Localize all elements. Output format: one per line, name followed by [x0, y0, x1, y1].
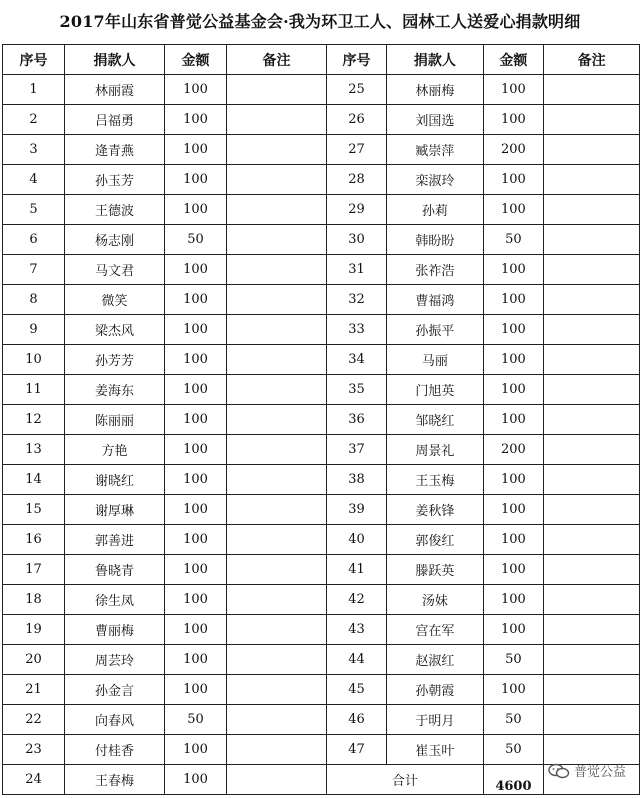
table-row: [327, 705, 640, 735]
row-note: [544, 375, 640, 405]
donation-amount: 100: [483, 495, 544, 525]
donor-name: 孙金言: [65, 675, 165, 705]
donation-amount: 100: [165, 285, 227, 315]
row-number: 3: [3, 135, 65, 165]
row-number: 10: [3, 345, 65, 375]
row-number: 43: [327, 615, 387, 645]
donation-amount: 100: [165, 495, 227, 525]
row-number: 5: [3, 195, 65, 225]
donation-table-right: [326, 44, 640, 795]
table-row: [3, 375, 327, 405]
donor-name: 谢厚琳: [65, 495, 165, 525]
row-number: 31: [327, 255, 387, 285]
row-note: [544, 465, 640, 495]
table-row: [3, 225, 327, 255]
row-number: 1: [3, 75, 65, 105]
donor-name: 向春风: [65, 705, 165, 735]
row-number: 42: [327, 585, 387, 615]
row-note: [227, 525, 327, 555]
table-header-row: [327, 45, 640, 75]
row-note: [227, 225, 327, 255]
donation-amount: 100: [483, 315, 544, 345]
table-row: [3, 765, 327, 795]
row-note: [544, 405, 640, 435]
row-number: 9: [3, 315, 65, 345]
table-row: [3, 585, 327, 615]
table-row: [3, 405, 327, 435]
row-number: 20: [3, 645, 65, 675]
row-note: [544, 255, 640, 285]
donation-amount: 100: [483, 405, 544, 435]
row-number: 11: [3, 375, 65, 405]
donation-amount: 100: [165, 465, 227, 495]
header-no: 序号: [3, 45, 65, 75]
table-row: [327, 165, 640, 195]
header-amount: 金额: [483, 45, 544, 75]
header-no: 序号: [327, 45, 387, 75]
row-note: [227, 705, 327, 735]
row-number: 34: [327, 345, 387, 375]
table-row: [327, 255, 640, 285]
donor-name: 王玉梅: [387, 465, 484, 495]
donor-name: 赵淑红: [387, 645, 484, 675]
table-row: [327, 585, 640, 615]
table-row: [3, 105, 327, 135]
row-number: 36: [327, 405, 387, 435]
donation-amount: 100: [165, 255, 227, 285]
donation-amount: 100: [165, 75, 227, 105]
row-number: 35: [327, 375, 387, 405]
wechat-icon: [548, 763, 570, 779]
table-row: [327, 225, 640, 255]
donor-name: 孙朝霞: [387, 675, 484, 705]
donor-name: 刘国选: [387, 105, 484, 135]
row-note: [227, 75, 327, 105]
donor-name: 梁杰风: [65, 315, 165, 345]
row-number: 6: [3, 225, 65, 255]
donor-name: 郭俊红: [387, 525, 484, 555]
table-row: [327, 735, 640, 765]
row-note: [544, 345, 640, 375]
table-row: [327, 375, 640, 405]
table-row: [3, 735, 327, 765]
row-number: 47: [327, 735, 387, 765]
donor-name: 马丽: [387, 345, 484, 375]
table-row: [327, 135, 640, 165]
donor-name: 孙芳芳: [65, 345, 165, 375]
row-note: [544, 735, 640, 765]
donation-amount: 100: [165, 525, 227, 555]
row-number: 8: [3, 285, 65, 315]
donor-name: 张祚浩: [387, 255, 484, 285]
row-note: [544, 555, 640, 585]
donor-name: 郭善进: [65, 525, 165, 555]
donor-name: 周芸玲: [65, 645, 165, 675]
donor-name: 林丽梅: [387, 75, 484, 105]
donor-name: 姜秋锋: [387, 495, 484, 525]
donor-name: 杨志刚: [65, 225, 165, 255]
table-row: [327, 345, 640, 375]
donation-amount: 50: [483, 225, 544, 255]
row-number: 40: [327, 525, 387, 555]
row-note: [544, 165, 640, 195]
row-note: [227, 375, 327, 405]
header-amount: 金额: [165, 45, 227, 75]
row-number: 14: [3, 465, 65, 495]
row-note: [544, 675, 640, 705]
row-note: [227, 765, 327, 795]
row-note: [544, 135, 640, 165]
table-row: [3, 705, 327, 735]
row-note: [544, 195, 640, 225]
donation-amount: 100: [165, 645, 227, 675]
donation-amount: 100: [483, 675, 544, 705]
watermark: [548, 761, 626, 780]
donation-amount: 100: [165, 615, 227, 645]
row-number: 18: [3, 585, 65, 615]
donation-amount: 100: [165, 405, 227, 435]
row-note: [544, 435, 640, 465]
donor-name: 韩盼盼: [387, 225, 484, 255]
row-number: 44: [327, 645, 387, 675]
row-number: 38: [327, 465, 387, 495]
table-row: [3, 525, 327, 555]
donation-amount: 100: [483, 555, 544, 585]
donation-amount: 100: [483, 255, 544, 285]
donor-name: 曹福鸿: [387, 285, 484, 315]
table-row: [327, 675, 640, 705]
row-note: [227, 435, 327, 465]
row-note: [544, 105, 640, 135]
header-note: 备注: [544, 45, 640, 75]
row-number: 2: [3, 105, 65, 135]
table-row: [327, 525, 640, 555]
table-row: [3, 135, 327, 165]
row-note: [227, 555, 327, 585]
donation-amount: 100: [165, 675, 227, 705]
donor-name: 方艳: [65, 435, 165, 465]
donation-amount: 100: [483, 165, 544, 195]
row-note: [544, 645, 640, 675]
row-number: 13: [3, 435, 65, 465]
row-note: [227, 285, 327, 315]
donation-amount: 100: [165, 165, 227, 195]
table-row: [3, 345, 327, 375]
table-row: [3, 315, 327, 345]
table-row: [3, 555, 327, 585]
donation-amount: 100: [165, 375, 227, 405]
donor-name: 王春梅: [65, 765, 165, 795]
row-note: [227, 135, 327, 165]
donation-amount: 100: [483, 195, 544, 225]
row-number: 12: [3, 405, 65, 435]
row-number: 4: [3, 165, 65, 195]
row-note: [227, 195, 327, 225]
donation-amount: 200: [483, 435, 544, 465]
donor-name: 门旭英: [387, 375, 484, 405]
table-row: [3, 255, 327, 285]
row-note: [544, 495, 640, 525]
donation-amount: 50: [483, 705, 544, 735]
table-row: [327, 405, 640, 435]
row-number: 29: [327, 195, 387, 225]
row-number: 30: [327, 225, 387, 255]
document-title: 2017年山东省普觉公益基金会·我为环卫工人、园林工人送爱心捐款明细: [59, 12, 581, 31]
donor-name: 孙莉: [387, 195, 484, 225]
table-row: [327, 285, 640, 315]
table-header-row: [3, 45, 327, 75]
donation-amount: 50: [165, 705, 227, 735]
table-row: [3, 465, 327, 495]
table-row: [3, 435, 327, 465]
donation-amount: 100: [483, 105, 544, 135]
row-number: 25: [327, 75, 387, 105]
table-row: [3, 195, 327, 225]
donor-name: 姜海东: [65, 375, 165, 405]
donation-amount: 100: [483, 75, 544, 105]
row-number: 37: [327, 435, 387, 465]
row-note: [544, 315, 640, 345]
table-row: [3, 495, 327, 525]
donation-amount: 100: [165, 315, 227, 345]
donation-amount: 50: [483, 735, 544, 765]
header-donor: 捐款人: [387, 45, 484, 75]
donation-amount: 100: [483, 585, 544, 615]
row-number: 27: [327, 135, 387, 165]
donation-amount: 100: [165, 555, 227, 585]
table-row: [327, 495, 640, 525]
row-note: [227, 105, 327, 135]
row-note: [227, 465, 327, 495]
table-row: [327, 555, 640, 585]
row-number: 16: [3, 525, 65, 555]
table-row: [327, 315, 640, 345]
watermark-text: 普觉公益: [573, 765, 626, 780]
donor-name: 鲁晓青: [65, 555, 165, 585]
row-note: [227, 345, 327, 375]
row-number: 23: [3, 735, 65, 765]
row-number: 15: [3, 495, 65, 525]
table-row: [3, 75, 327, 105]
table-row: [3, 675, 327, 705]
row-note: [544, 525, 640, 555]
table-row: [327, 645, 640, 675]
donation-amount: 100: [483, 285, 544, 315]
row-number: 26: [327, 105, 387, 135]
row-note: [227, 645, 327, 675]
donation-amount: 100: [165, 195, 227, 225]
donor-name: 王德波: [65, 195, 165, 225]
row-note: [227, 675, 327, 705]
total-label: 合计: [327, 765, 484, 795]
row-number: 22: [3, 705, 65, 735]
table-row: [3, 285, 327, 315]
row-note: [544, 705, 640, 735]
donation-amount: 100: [165, 345, 227, 375]
row-number: 45: [327, 675, 387, 705]
header-note: 备注: [227, 45, 327, 75]
donor-name: 滕跃英: [387, 555, 484, 585]
row-number: 17: [3, 555, 65, 585]
donation-table-left: [2, 44, 327, 795]
row-note: [227, 615, 327, 645]
donation-amount: 100: [165, 105, 227, 135]
table-row: [327, 465, 640, 495]
row-note: [227, 585, 327, 615]
donor-name: 林丽霞: [65, 75, 165, 105]
donation-amount: 50: [483, 645, 544, 675]
table-row: [3, 165, 327, 195]
table-row: [327, 195, 640, 225]
row-number: 7: [3, 255, 65, 285]
donor-name: 付桂香: [65, 735, 165, 765]
donor-name: 周景礼: [387, 435, 484, 465]
row-note: [227, 255, 327, 285]
donor-name: 逄青燕: [65, 135, 165, 165]
table-row: [327, 75, 640, 105]
donor-name: 徐生凤: [65, 585, 165, 615]
total-amount: 4600: [495, 779, 532, 794]
row-number: 39: [327, 495, 387, 525]
row-note: [227, 165, 327, 195]
table-row: [3, 615, 327, 645]
row-note: [227, 405, 327, 435]
row-number: 21: [3, 675, 65, 705]
donor-name: 汤妹: [387, 585, 484, 615]
donation-amount: 100: [165, 585, 227, 615]
row-number: 46: [327, 705, 387, 735]
donor-name: 微笑: [65, 285, 165, 315]
row-note: [544, 615, 640, 645]
row-note: [227, 735, 327, 765]
row-number: 24: [3, 765, 65, 795]
row-number: 19: [3, 615, 65, 645]
row-note: [227, 495, 327, 525]
donor-name: 马文君: [65, 255, 165, 285]
donor-name: 孙振平: [387, 315, 484, 345]
donor-name: 邹晓红: [387, 405, 484, 435]
row-note: [544, 75, 640, 105]
donor-name: 于明月: [387, 705, 484, 735]
donation-amount: 100: [483, 375, 544, 405]
donor-name: 吕福勇: [65, 105, 165, 135]
donor-name: 栾淑玲: [387, 165, 484, 195]
total-amount-cell: [483, 765, 544, 795]
row-number: 33: [327, 315, 387, 345]
row-note: [544, 225, 640, 255]
table-row: [327, 435, 640, 465]
table-row: [327, 615, 640, 645]
row-note: [544, 585, 640, 615]
donor-name: 臧崇萍: [387, 135, 484, 165]
donation-amount: 100: [165, 435, 227, 465]
donation-amount: 100: [483, 345, 544, 375]
row-number: 41: [327, 555, 387, 585]
donation-amount: 100: [165, 135, 227, 165]
donation-amount: 100: [483, 615, 544, 645]
row-note: [544, 285, 640, 315]
donor-name: 孙玉芳: [65, 165, 165, 195]
header-donor: 捐款人: [65, 45, 165, 75]
donation-amount: 200: [483, 135, 544, 165]
donation-amount: 50: [165, 225, 227, 255]
donation-amount: 100: [483, 465, 544, 495]
donor-name: 陈丽丽: [65, 405, 165, 435]
table-row: [327, 105, 640, 135]
donor-name: 谢晓红: [65, 465, 165, 495]
row-number: 32: [327, 285, 387, 315]
donation-amount: 100: [165, 765, 227, 795]
donation-amount: 100: [165, 735, 227, 765]
table-row: [3, 645, 327, 675]
donation-amount: 100: [483, 525, 544, 555]
donor-name: 崔玉叶: [387, 735, 484, 765]
donor-name: 曹丽梅: [65, 615, 165, 645]
donor-name: 宫在军: [387, 615, 484, 645]
row-note: [227, 315, 327, 345]
row-number: 28: [327, 165, 387, 195]
